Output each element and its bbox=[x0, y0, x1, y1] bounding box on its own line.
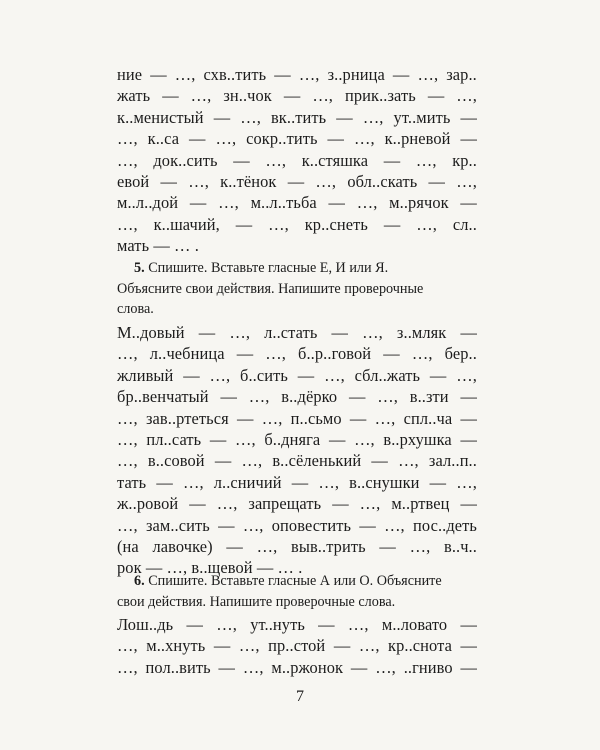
word: л..сничий bbox=[213, 472, 282, 492]
word: док..сить bbox=[153, 150, 218, 170]
word: евой bbox=[117, 172, 150, 191]
word: м..л..дой bbox=[117, 193, 179, 213]
word: обл..скать bbox=[347, 172, 418, 191]
word: — bbox=[218, 657, 236, 677]
exercise-6-instruction-line-1 bbox=[134, 571, 479, 592]
word: к..са bbox=[147, 129, 180, 149]
word: — bbox=[327, 129, 344, 149]
word: …, bbox=[268, 214, 289, 234]
word: — bbox=[379, 537, 396, 556]
word: — bbox=[460, 657, 477, 677]
word: — bbox=[186, 615, 203, 634]
exercise-6-instruction-line-2: свои действия. Напишите проверочные слова. bbox=[117, 594, 396, 610]
word: …, bbox=[377, 387, 398, 407]
word: …, bbox=[356, 193, 378, 213]
word: л..чебница bbox=[149, 344, 225, 364]
word: — bbox=[428, 172, 446, 191]
word: з..рница bbox=[327, 65, 385, 84]
word: — bbox=[160, 172, 177, 191]
word: …, bbox=[374, 408, 396, 428]
word: ние bbox=[117, 65, 143, 84]
word: …, bbox=[242, 657, 264, 677]
block2-line bbox=[117, 365, 477, 386]
word: …, bbox=[242, 515, 264, 535]
word: — bbox=[349, 408, 367, 428]
word: — bbox=[460, 636, 477, 656]
word: пос..деть bbox=[413, 515, 477, 535]
word: пл..сать bbox=[146, 430, 202, 449]
word: …, bbox=[248, 387, 270, 407]
word: к..рневой bbox=[384, 129, 451, 149]
word: м..ртвец bbox=[391, 494, 450, 514]
word: в..совой bbox=[147, 451, 205, 471]
word: …, bbox=[216, 615, 237, 634]
block1-line bbox=[117, 214, 477, 235]
word: …, bbox=[358, 636, 380, 656]
word: кр..снеть bbox=[304, 214, 368, 234]
word: выв..трить bbox=[291, 537, 366, 556]
block1-line bbox=[117, 192, 477, 213]
word: оповестить bbox=[271, 515, 352, 535]
word: …, bbox=[261, 408, 283, 428]
word: п..сьмо bbox=[290, 408, 342, 428]
word: — bbox=[236, 344, 254, 364]
word: — bbox=[371, 451, 388, 471]
word: …, bbox=[238, 636, 260, 656]
word: зар.. bbox=[446, 65, 477, 84]
word: пол..вить bbox=[145, 657, 211, 677]
word: л..стать bbox=[264, 323, 318, 342]
word: …, bbox=[354, 430, 375, 449]
word: …, bbox=[456, 365, 477, 385]
word: …, bbox=[190, 86, 212, 106]
word: — bbox=[189, 129, 206, 149]
word: в..зти bbox=[409, 387, 449, 407]
word: ут..мить bbox=[393, 107, 451, 127]
word: …, bbox=[353, 129, 375, 149]
exercise-5-instruction-line-2: Объясните свои действия. Напишите проверочные bbox=[117, 281, 424, 297]
block1-line bbox=[117, 128, 477, 149]
word: тать bbox=[117, 472, 147, 492]
block2-line bbox=[117, 408, 477, 429]
word: — bbox=[213, 107, 231, 127]
block2-line bbox=[117, 322, 477, 343]
word: зав..ртеться bbox=[145, 408, 229, 428]
word: …, bbox=[235, 430, 256, 449]
word: м..ловато bbox=[381, 615, 448, 634]
block3-line bbox=[117, 614, 477, 635]
word: …, bbox=[324, 365, 345, 385]
word: жливый bbox=[117, 365, 174, 385]
word: — bbox=[226, 537, 243, 556]
word: …, bbox=[411, 344, 433, 364]
word: …, bbox=[384, 515, 405, 535]
word: в..дёрко bbox=[281, 387, 338, 407]
block1-line bbox=[117, 85, 477, 106]
word: — bbox=[220, 387, 237, 407]
word: …, bbox=[209, 365, 231, 385]
word: — bbox=[328, 430, 346, 449]
word: …, bbox=[256, 537, 278, 556]
word: …, bbox=[456, 86, 477, 106]
word: — bbox=[214, 451, 232, 471]
word: — bbox=[392, 65, 410, 84]
word: — bbox=[297, 365, 315, 385]
word: бер.. bbox=[444, 344, 477, 364]
word: …, bbox=[375, 657, 396, 677]
word: …, bbox=[416, 214, 437, 234]
word: …, bbox=[359, 494, 381, 514]
word: пр..стой bbox=[268, 636, 326, 656]
word: …, bbox=[347, 615, 369, 634]
word: — bbox=[333, 636, 351, 656]
word: …, bbox=[117, 430, 138, 449]
word: к..менистый bbox=[117, 107, 204, 127]
word: …, bbox=[362, 323, 383, 342]
word: в..рхушка bbox=[383, 430, 452, 449]
word: — bbox=[383, 214, 401, 234]
word: …, bbox=[456, 472, 477, 492]
word: к..шачий, bbox=[153, 214, 220, 234]
word: — bbox=[328, 193, 345, 213]
word: зам..сить bbox=[145, 515, 210, 535]
word: — bbox=[332, 494, 349, 514]
word: б..сить bbox=[240, 365, 288, 385]
word: …, bbox=[312, 86, 334, 106]
word: …, bbox=[174, 65, 196, 84]
word: — bbox=[429, 365, 447, 385]
block1-line bbox=[117, 107, 477, 128]
word: запрещать bbox=[248, 494, 322, 514]
word: — bbox=[150, 65, 167, 84]
word: — bbox=[274, 65, 291, 84]
word: кр.. bbox=[452, 150, 477, 170]
word: прик..зать bbox=[344, 86, 416, 106]
word: …, bbox=[218, 193, 239, 213]
word: …, bbox=[117, 451, 138, 471]
word: сбл..жать bbox=[354, 365, 421, 385]
word: ..гниво bbox=[403, 657, 453, 677]
block2-line bbox=[117, 493, 477, 514]
exercise-5-instruction-line-1 bbox=[134, 258, 479, 279]
page-number: 7 bbox=[296, 688, 304, 705]
word: з..мляк bbox=[396, 323, 447, 342]
exercise-6-instruction-text-1: Спишите. Вставьте гласные А или О. Объясните bbox=[148, 573, 442, 589]
word: — bbox=[427, 86, 445, 106]
block2-line bbox=[117, 386, 477, 407]
word: — bbox=[162, 86, 179, 106]
word: — bbox=[348, 387, 366, 407]
word: — bbox=[383, 344, 400, 364]
exercise-5-instruction-text-1: Спишите. Вставьте гласные Е, И или Я. bbox=[148, 260, 389, 276]
block2-line: рок — …, в..щевой — … . bbox=[117, 558, 303, 578]
word: …, bbox=[265, 150, 287, 170]
word: — bbox=[460, 430, 477, 449]
word: — bbox=[233, 150, 250, 170]
word: — bbox=[460, 193, 477, 213]
block2-line bbox=[117, 472, 477, 493]
word: — bbox=[218, 515, 235, 535]
block1-line bbox=[117, 150, 477, 171]
exercise-5-instruction-line-3: слова. bbox=[117, 301, 154, 317]
word: …, bbox=[265, 344, 286, 364]
word: …, bbox=[240, 107, 261, 127]
word: ут..нуть bbox=[250, 615, 305, 634]
word: м..л..тьба bbox=[250, 193, 317, 213]
word: — bbox=[359, 515, 376, 535]
word: б..р..говой bbox=[298, 344, 372, 364]
word: …, bbox=[398, 451, 419, 471]
word: …, bbox=[117, 636, 138, 656]
word: М..довый bbox=[117, 323, 185, 342]
word: — bbox=[350, 657, 368, 677]
word: зал..п.. bbox=[428, 451, 477, 471]
word: — bbox=[236, 408, 254, 428]
word: бр..венчатый bbox=[117, 387, 209, 407]
word: кр..снота bbox=[388, 636, 452, 656]
block3-line bbox=[117, 657, 477, 678]
word: м..ржонок bbox=[271, 657, 344, 677]
word: сокр..тить bbox=[246, 129, 318, 149]
word: Лош..дь bbox=[117, 615, 174, 634]
word: к..тёнок bbox=[220, 172, 277, 191]
word: — bbox=[198, 323, 216, 342]
word: сл.. bbox=[452, 214, 477, 234]
word: …, bbox=[409, 537, 431, 556]
block2-line bbox=[117, 450, 477, 471]
word: …, bbox=[216, 494, 238, 514]
word: — bbox=[213, 636, 231, 656]
word: …, bbox=[318, 472, 340, 492]
word: …, bbox=[417, 65, 439, 84]
block1-line bbox=[117, 64, 477, 85]
word: …, bbox=[117, 344, 138, 364]
block1-line bbox=[117, 171, 477, 192]
word: жать bbox=[117, 86, 151, 106]
word: — bbox=[460, 323, 477, 342]
word: …, bbox=[456, 172, 477, 191]
word: …, bbox=[188, 172, 209, 191]
block2-line bbox=[117, 429, 477, 450]
block3-line bbox=[117, 635, 477, 656]
word: — bbox=[460, 107, 477, 127]
exercise-6-number: 6. bbox=[134, 573, 145, 589]
word: схв..тить bbox=[203, 65, 267, 84]
word: …, bbox=[117, 214, 138, 234]
word: — bbox=[331, 323, 349, 342]
word: в..сёленький bbox=[272, 451, 362, 471]
word: …, bbox=[415, 150, 437, 170]
word: к..стяшка bbox=[301, 150, 369, 170]
block2-line bbox=[117, 515, 477, 536]
word: …, bbox=[182, 472, 204, 492]
block1-line: мать — … . bbox=[117, 236, 199, 256]
word: — bbox=[460, 129, 477, 149]
word: — bbox=[429, 472, 447, 492]
word: — bbox=[156, 472, 173, 492]
word: — bbox=[209, 430, 227, 449]
word: в..ч.. bbox=[443, 537, 477, 556]
word: …, bbox=[117, 657, 138, 677]
word: спл..ча bbox=[403, 408, 453, 428]
exercise-5-number: 5. bbox=[134, 260, 145, 276]
word: — bbox=[283, 86, 301, 106]
word: …, bbox=[215, 129, 237, 149]
block2-line bbox=[117, 536, 477, 557]
word: …, bbox=[117, 515, 138, 535]
word: — bbox=[336, 107, 353, 127]
word: …, bbox=[298, 65, 320, 84]
word: — bbox=[235, 214, 253, 234]
block2-line bbox=[117, 343, 477, 364]
word: …, bbox=[241, 451, 263, 471]
word: м..рячок bbox=[389, 193, 449, 213]
word: — bbox=[383, 150, 401, 170]
word: — bbox=[460, 615, 477, 634]
word: …, bbox=[117, 408, 138, 428]
word: — bbox=[291, 472, 309, 492]
word: — bbox=[287, 172, 305, 191]
word: вк..тить bbox=[270, 107, 327, 127]
word: …, bbox=[315, 172, 337, 191]
word: — bbox=[460, 494, 477, 514]
word: …, bbox=[362, 107, 384, 127]
word: (на bbox=[117, 537, 139, 556]
word: — bbox=[460, 408, 477, 428]
word: ж..ровой bbox=[117, 494, 179, 514]
word: — bbox=[189, 193, 207, 213]
word: м..хнуть bbox=[146, 636, 206, 656]
word: в..снушки bbox=[349, 472, 420, 492]
word: — bbox=[189, 494, 206, 514]
word: …, bbox=[117, 129, 138, 149]
word: — bbox=[183, 365, 200, 385]
word: …, bbox=[117, 150, 138, 170]
word: — bbox=[460, 387, 477, 407]
word: зн..чок bbox=[223, 86, 272, 106]
word: …, bbox=[229, 323, 251, 342]
word: б..дняга bbox=[264, 430, 321, 449]
word: — bbox=[318, 615, 335, 634]
word: лавочке) bbox=[152, 537, 213, 556]
